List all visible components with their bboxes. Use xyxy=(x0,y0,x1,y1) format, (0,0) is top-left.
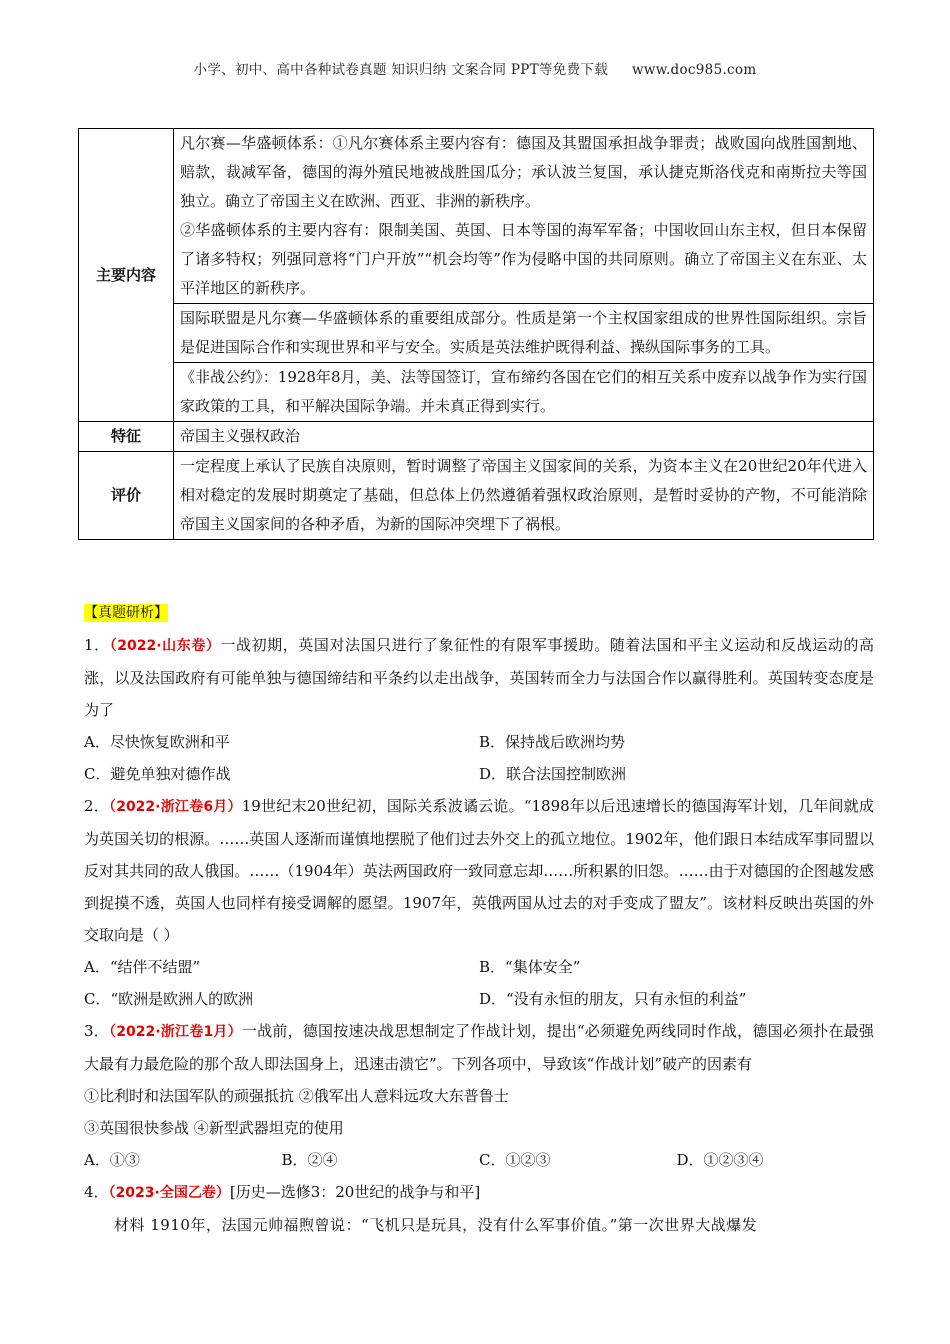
cell-paragraph: 一定程度上承认了民族自决原则，暂时调整了帝国主义国家间的关系，为资本主义在20世纪20年代进入相对稳定的发展时期奠定了基础，但总体上仍然遵循着强权政治原则，是暂时妥协的产物，不可能消除帝国主义国家间的各种矛盾，为新的国际冲突埋下了祸根。 xyxy=(180,457,867,533)
question-number: 2． xyxy=(84,797,109,815)
cell-paragraph: 国际联盟是凡尔赛—华盛顿体系的重要组成部分。性质是第一个主权国家组成的世界性国际组织。宗旨是促进国际合作和实现世界和平与安全。实质是英法维护既得利益、操纵国际事务的工具。 xyxy=(180,309,867,356)
table-cell xyxy=(174,452,874,540)
table-row xyxy=(79,452,874,540)
question-source: （2022·山东卷） xyxy=(109,638,221,654)
question-source: （2022·浙江卷6月） xyxy=(108,799,242,815)
question-number: 4． xyxy=(84,1183,109,1201)
cell-paragraph: 凡尔赛—华盛顿体系：①凡尔赛体系主要内容有：德国及其盟国承担战争罪责；战败国向战胜国割地、赔款，裁减军备，德国的海外殖民地被战胜国瓜分；承认波兰复国，承认捷克斯洛伐克和南斯拉夫等国独立。确立了帝国主义在欧洲、西亚、非洲的新秩序。 xyxy=(180,134,867,210)
table-cell xyxy=(174,129,874,304)
section-title: 【真题研析】 xyxy=(84,605,168,621)
material-text: 材料 1910年，法国元帅福煦曾说：“飞机只是玩具，没有什么军事价值。”第一次世界大战爆发 xyxy=(114,1216,758,1234)
option-c: C．“欧洲是欧洲人的欧洲 xyxy=(84,990,254,1008)
option-c: C．避免单独对德作战 xyxy=(84,765,231,783)
question-source: （2022·浙江卷1月） xyxy=(109,1024,242,1040)
table-cell xyxy=(174,363,874,422)
question-stem: [历史—选修3：20世纪的战争与和平] xyxy=(229,1183,481,1201)
exam-section xyxy=(84,596,874,1241)
option-list xyxy=(84,726,874,790)
option-c: C．①②③ xyxy=(479,1151,551,1169)
question-stem: 19世纪末20世纪初，国际关系波谲云诡。“1898年以后迅速增长的德国海军计划，几年间就成为英国关切的根源。……英国人逐渐而谨慎地摆脱了他们过去外交上的孤立地位。1902年，他们跟日本结成军事同盟以反对其共同的敌人俄国。……（1904年）英法两国政府一致同意忘却……所积累的旧怨。……由于对德国的企图越发感到捉摸不透，英国人也同样有接受调解的愿望。1907年，英俄两国从过去的对手变成了盟友”。该材料反映出英国的外交取向是（ ） xyxy=(84,797,874,944)
option-list xyxy=(84,951,874,1015)
option-d: D．联合法国控制欧洲 xyxy=(479,765,627,783)
row-label-feature: 特征 xyxy=(79,422,174,452)
table-row xyxy=(79,129,874,304)
option-a: A．①③ xyxy=(84,1151,140,1169)
table-cell xyxy=(174,422,874,452)
cell-paragraph: 帝国主义强权政治 xyxy=(180,427,301,445)
row-label-evaluation: 评价 xyxy=(79,452,174,540)
row-label-main-content: 主要内容 xyxy=(79,129,174,422)
table-cell xyxy=(174,304,874,363)
statement-line: ③英国很快参战 ④新型武器坦克的使用 xyxy=(84,1119,344,1137)
option-d: D．①②③④ xyxy=(676,1151,764,1169)
summary-table xyxy=(78,128,874,540)
question-stem: 一战前，德国按速决战思想制定了作战计划，提出“必须避免两线同时作战，德国必须扑在最强大最有力最危险的那个敌人即法国身上，迅速击溃它”。下列各项中，导致该“作战计划”破产的因素有 xyxy=(84,1022,874,1073)
cell-paragraph: ②华盛顿体系的主要内容有：限制美国、英国、日本等国的海军军备；中国收回山东主权，但日本保留了诸多特权；列强同意将“门户开放”“机会均等”作为侵略中国的共同原则。确立了帝国主义在东亚、太平洋地区的新秩序。 xyxy=(180,221,867,297)
question-stem: 一战初期，英国对法国只进行了象征性的有限军事援助。随着法国和平主义运动和反战运动的高涨，以及法国政府有可能单独与德国缔结和平条约以走出战争，英国转而全力与法国合作以赢得胜利。英国转变态度是为了 xyxy=(84,636,874,719)
question-number: 1． xyxy=(84,636,110,654)
cell-paragraph: 《非战公约》：1928年8月，美、法等国签订，宣布缔约各国在它们的相互关系中废弃以战争作为实行国家政策的工具，和平解决国际争端。并未真正得到实行。 xyxy=(180,368,867,415)
question-2 xyxy=(84,790,874,1015)
option-b: B．保持战后欧洲均势 xyxy=(479,733,626,751)
table-row xyxy=(79,422,874,452)
option-a: A．尽快恢复欧洲和平 xyxy=(84,733,230,751)
site-header xyxy=(0,58,950,78)
question-number: 3． xyxy=(84,1022,110,1040)
header-url[interactable]: www.doc985.com xyxy=(632,62,757,78)
option-b: B．②④ xyxy=(281,1151,338,1169)
option-b: B．“集体安全” xyxy=(479,958,581,976)
option-d: D．“没有永恒的朋友，只有永恒的利益” xyxy=(479,990,747,1008)
table-row xyxy=(79,363,874,422)
question-1 xyxy=(84,629,874,790)
question-source: （2023·全国乙卷） xyxy=(108,1185,230,1201)
option-a: A．“结伴不结盟” xyxy=(84,958,201,976)
option-list xyxy=(84,1144,874,1176)
header-text: 小学、初中、高中各种试卷真题 知识归纳 文案合同 PPT等免费下载 xyxy=(193,62,608,78)
statement-line: ①比利时和法国军队的顽强抵抗 ②俄军出人意料远攻大东普鲁士 xyxy=(84,1087,509,1105)
question-3 xyxy=(84,1015,874,1176)
table-row xyxy=(79,304,874,363)
question-4 xyxy=(84,1176,874,1241)
